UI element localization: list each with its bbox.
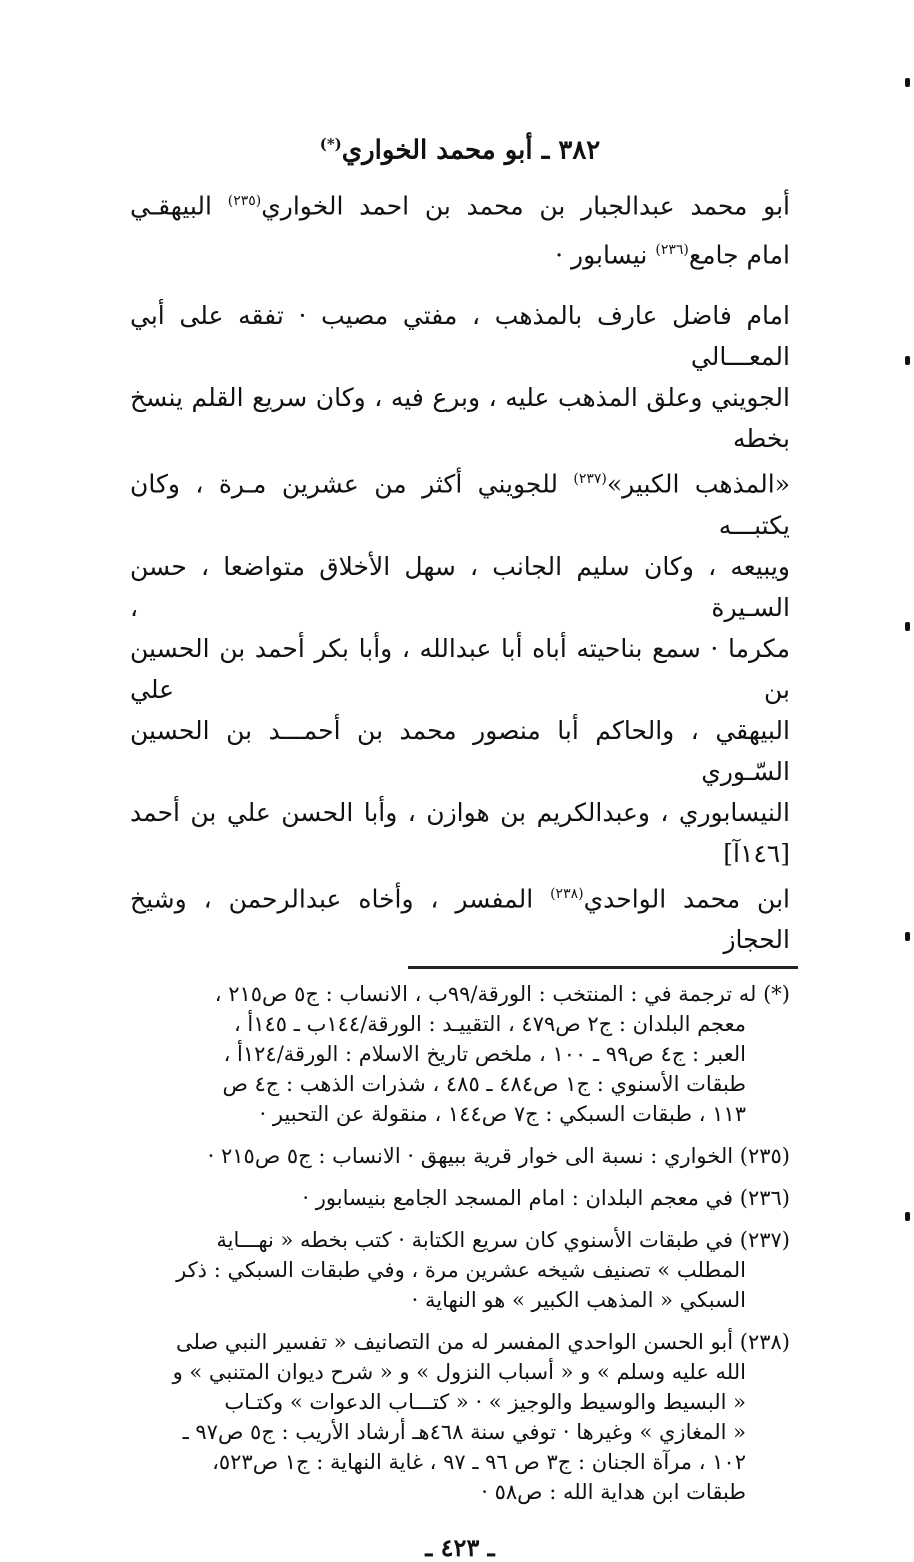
margin-mark <box>905 1212 910 1221</box>
footnote-line: (٢٣٨) أبو الحسن الواحدي المفسر له من التصانيف « تفسير النبي صلى <box>175 1329 790 1354</box>
footnote-line: معجم البلدان : ج٢ ص٤٧٩ ، التقييـد : الورقة/١٤٤ب ـ ١٤٥أ ، <box>233 1011 746 1036</box>
body-text: للجويني أكثر من عشرين مـرة ، وكان يكتبـــه <box>130 469 790 540</box>
footnote-ref: (٢٣٨) <box>550 885 584 902</box>
footnote-ref: (٢٣٦) <box>655 241 689 258</box>
body-line: ويبيعه ، وكان سليم الجانب ، سهل الأخلاق متواضعا ، حسن السـيرة ، <box>130 551 790 622</box>
footnote-line: (٢٣٦) في معجم البلدان : امام المسجد الجامع بنيسابور · <box>302 1185 790 1210</box>
footnote-line: (٢٣٥) الخواري : نسبة الى خوار قرية ببيهق · الانساب : ج٥ ص٢١٥ · <box>207 1143 790 1168</box>
footnote-line: المطلب » تصنيف شيخه عشرين مرة ، وفي طبقات السبكي : ذكر <box>176 1257 746 1282</box>
page-number: ـ ٤٢٣ ـ <box>425 1532 495 1562</box>
footnote-line: طبقات الأسنوي : ج١ ص٤٨٤ ـ ٤٨٥ ، شذرات الذهب : ج٤ ص <box>222 1071 746 1096</box>
footnote <box>130 1141 790 1171</box>
footnote-line: « البسيط والوسيط والوجيز » · « كتـــاب الدعوات » وكتـاب <box>224 1389 746 1414</box>
footnote-line: طبقات ابن هداية الله : ص٥٨ · <box>481 1479 746 1504</box>
body-line: البيهقي ، والحاكم أبا منصور محمد بن أحمـــد بن الحسين السّـوري <box>130 715 790 786</box>
entry-headline <box>130 179 790 278</box>
body-text: «المذهب الكبير» <box>606 469 790 499</box>
entry-title-marker: (*) <box>319 135 342 153</box>
footnote-line: ١٠٢ ، مرآة الجنان : ج٣ ص ٩٦ ـ ٩٧ ، غاية النهاية : ج١ ص٥٢٣، <box>212 1449 746 1474</box>
headline-text: البيهقـي <box>130 190 212 220</box>
document-page <box>130 120 790 1562</box>
body-line: امام فاضل عارف بالمذهب ، مفتي مصيب · تفقه على أبي المعـــالي <box>130 301 790 372</box>
headline-text: امام جامع <box>688 240 790 270</box>
footnote-line: ١١٣ ، طبقات السبكي : ج٧ ص١٤٤ ، منقولة عن التحبير · <box>259 1101 746 1126</box>
footnotes <box>130 979 790 1507</box>
body-line: الجويني وعلق المذهب عليه ، وبرع فيه ، وكان سريع القلم ينسخ بخطه <box>130 383 790 454</box>
footnote <box>130 1327 790 1507</box>
footnote-line: العبر : ج٤ ص٩٩ ـ ١٠٠ ، ملخص تاريخ الاسلام : الورقة/١٢٤أ ، <box>223 1041 746 1066</box>
footnote <box>130 1183 790 1213</box>
margin-mark <box>905 932 910 941</box>
footnote-ref: (٢٣٥) <box>227 192 262 209</box>
body-paragraph <box>130 295 790 960</box>
body-line: النيسابوري ، وعبدالكريم بن هوازن ، وأبا الحسن علي بن أحمد [١٤٦آ] <box>130 797 790 868</box>
body-line: مكرما · سمع بناحيته أباه أبا عبدالله ، وأبا بكر أحمد بن الحسين بن علي <box>130 633 790 704</box>
body-line <box>130 874 790 960</box>
headline-text: نيسابور · <box>555 240 648 270</box>
body-text: ابن محمد الواحدي <box>583 883 790 913</box>
margin-mark <box>905 356 910 365</box>
footnote-line: الله عليه وسلم » و « أسباب النزول » و « شرح ديوان المتنبي » و <box>172 1359 746 1384</box>
margin-mark <box>905 622 910 631</box>
body-text: المفسر ، وأخاه عبدالرحمن ، وشيخ الحجاز <box>130 883 790 954</box>
headline-text: أبو محمد عبدالجبار بن محمد بن احمد الخواري <box>261 190 790 220</box>
footnote-line: السبكي « المذهب الكبير » هو النهاية · <box>411 1287 746 1312</box>
entry-title-text: ٣٨٢ ـ أبو محمد الخواري <box>341 135 601 166</box>
entry-title <box>130 120 790 175</box>
footnote-line: (٢٣٧) في طبقات الأسنوي كان سريع الكتابة · كتب بخطه « نهـــاية <box>216 1227 790 1252</box>
headline-line <box>130 179 790 228</box>
footnote-line: « المغازي » وغيرها · توفي سنة ٤٦٨هـ أرشاد الأريب : ج٥ ص٩٧ ـ <box>182 1419 746 1444</box>
footnote <box>130 979 790 1129</box>
footnote-divider <box>408 966 798 969</box>
footnote-line: (*) له ترجمة في : المنتخب : الورقة/٩٩ب ، الانساب : ج٥ ص٢١٥ ، <box>214 981 790 1006</box>
footnote <box>130 1225 790 1315</box>
footnote-ref: (٢٣٧) <box>573 471 607 488</box>
headline-line <box>130 228 790 277</box>
margin-mark <box>905 78 910 87</box>
body-line <box>130 459 790 545</box>
